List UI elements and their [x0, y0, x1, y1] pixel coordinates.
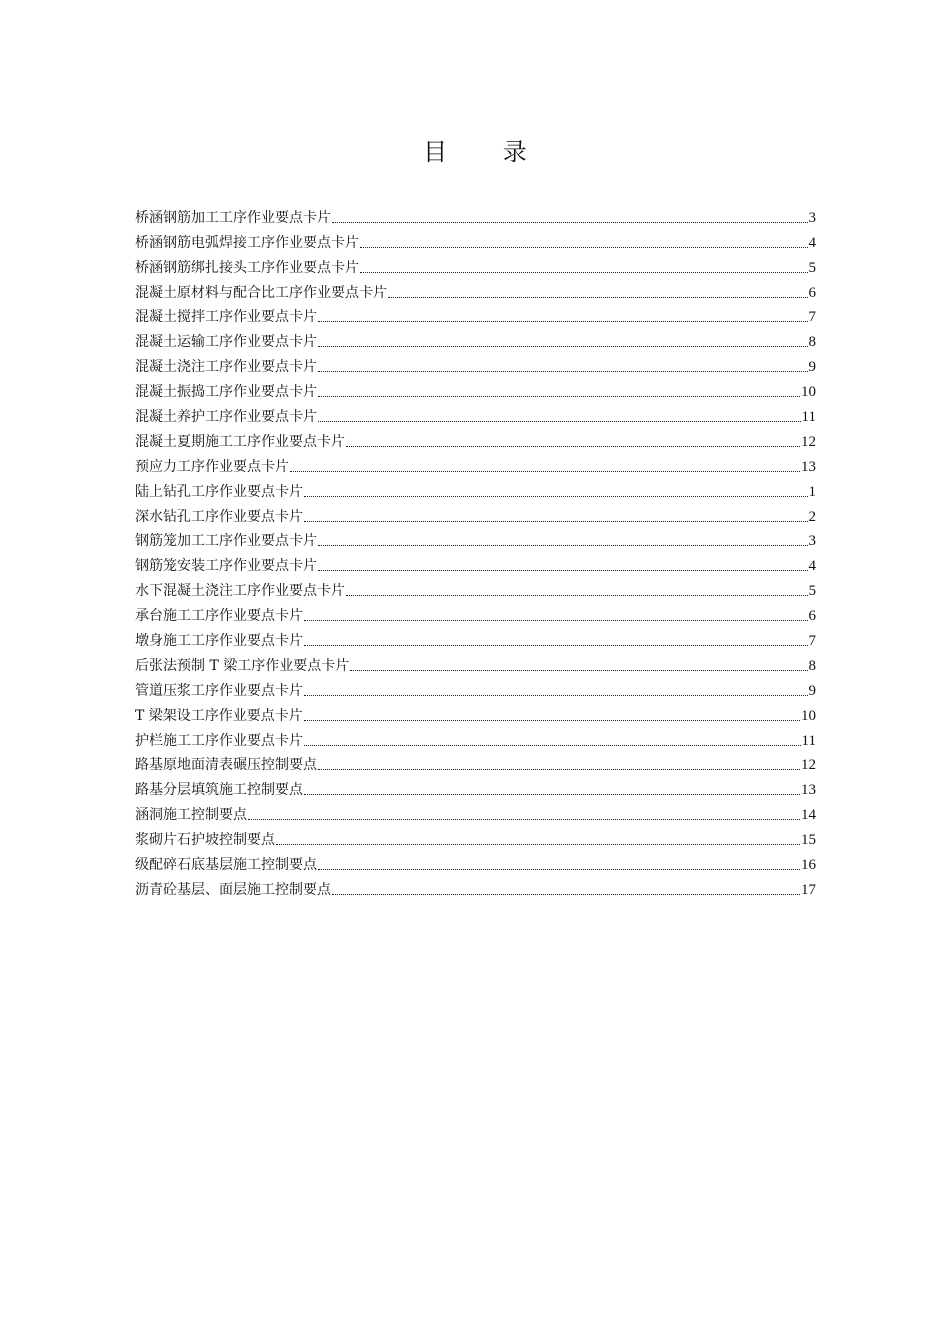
- toc-entry-title: 陆上钻孔工序作业要点卡片: [135, 483, 303, 500]
- toc-entry-page-number: 17: [801, 881, 816, 898]
- toc-entry[interactable]: [135, 725, 816, 750]
- toc-entry-page-number: 15: [801, 832, 816, 849]
- toc-dot-leader: [346, 595, 808, 596]
- toc-entry-title: 深水钻孔工序作业要点卡片: [135, 508, 303, 525]
- toc-entry-page-number: 12: [801, 757, 816, 774]
- toc-entry[interactable]: [135, 874, 816, 899]
- toc-entry[interactable]: [135, 600, 816, 625]
- toc-entry[interactable]: [135, 326, 816, 351]
- toc-entry-title: 墩身施工工序作业要点卡片: [135, 633, 303, 650]
- toc-entry[interactable]: [135, 750, 816, 775]
- toc-entry-title: 桥涵钢筋绑扎接头工序作业要点卡片: [135, 259, 359, 276]
- toc-entry-title: 混凝土振捣工序作业要点卡片: [135, 384, 317, 401]
- toc-entry-page-number: 6: [808, 608, 816, 625]
- toc-entry-page-number: 9: [808, 682, 816, 699]
- toc-dot-leader: [350, 670, 807, 671]
- toc-entry-page-number: 13: [801, 458, 816, 475]
- toc-entry-page-number: 5: [808, 583, 816, 600]
- toc-entry-title: 桥涵钢筋电弧焊接工序作业要点卡片: [135, 234, 359, 251]
- toc-dot-leader: [318, 769, 800, 770]
- toc-entry-title: 混凝土养护工序作业要点卡片: [135, 409, 317, 426]
- toc-dot-leader: [346, 446, 800, 447]
- toc-dot-leader: [304, 695, 808, 696]
- toc-entry-title: 浆砌片石护坡控制要点: [135, 832, 275, 849]
- toc-entry[interactable]: [135, 227, 816, 252]
- toc-entry-title: T 梁架设工序作业要点卡片: [135, 707, 303, 724]
- toc-entry[interactable]: [135, 774, 816, 799]
- toc-entry-title: 混凝土夏期施工工序作业要点卡片: [135, 433, 345, 450]
- toc-entry-title: 桥涵钢筋加工工序作业要点卡片: [135, 209, 331, 226]
- toc-entry-page-number: 10: [801, 707, 816, 724]
- toc-entry[interactable]: [135, 401, 816, 426]
- toc-dot-leader: [332, 894, 800, 895]
- toc-entry-page-number: 8: [808, 657, 816, 674]
- toc-list: [135, 202, 816, 899]
- toc-entry-page-number: 9: [808, 359, 816, 376]
- toc-dot-leader: [248, 819, 800, 820]
- toc-entry[interactable]: [135, 799, 816, 824]
- toc-entry[interactable]: [135, 202, 816, 227]
- toc-entry-page-number: 7: [808, 633, 816, 650]
- toc-dot-leader: [318, 545, 808, 546]
- toc-entry[interactable]: [135, 526, 816, 551]
- toc-entry-title: 混凝土搅拌工序作业要点卡片: [135, 309, 317, 326]
- toc-entry[interactable]: [135, 451, 816, 476]
- toc-entry[interactable]: [135, 501, 816, 526]
- toc-entry[interactable]: [135, 476, 816, 501]
- toc-entry-title: 混凝土原材料与配合比工序作业要点卡片: [135, 284, 387, 301]
- toc-entry-page-number: 8: [808, 334, 816, 351]
- toc-entry[interactable]: [135, 575, 816, 600]
- toc-entry-page-number: 16: [801, 857, 816, 874]
- toc-entry[interactable]: [135, 351, 816, 376]
- toc-dot-leader: [318, 321, 808, 322]
- toc-dot-leader: [318, 371, 808, 372]
- toc-entry-page-number: 10: [801, 384, 816, 401]
- toc-dot-leader: [318, 570, 808, 571]
- toc-entry-title: 级配碎石底基层施工控制要点: [135, 857, 317, 874]
- toc-entry[interactable]: [135, 849, 816, 874]
- toc-entry-title: 路基原地面清表碾压控制要点: [135, 757, 317, 774]
- toc-entry-page-number: 6: [808, 284, 816, 301]
- toc-entry-title: 钢筋笼加工工序作业要点卡片: [135, 533, 317, 550]
- toc-dot-leader: [304, 794, 800, 795]
- toc-entry-page-number: 2: [808, 508, 816, 525]
- toc-dot-leader: [290, 471, 800, 472]
- toc-entry-title: 混凝土运输工序作业要点卡片: [135, 334, 317, 351]
- toc-dot-leader: [304, 720, 800, 721]
- toc-dot-leader: [304, 745, 801, 746]
- toc-entry-title: 路基分层填筑施工控制要点: [135, 782, 303, 799]
- toc-entry-title: 沥青砼基层、面层施工控制要点: [135, 881, 331, 898]
- toc-entry-title: 后张法预制 T 梁工序作业要点卡片: [135, 657, 350, 674]
- toc-dot-leader: [332, 222, 808, 223]
- toc-entry-title: 预应力工序作业要点卡片: [135, 458, 289, 475]
- toc-entry-page-number: 4: [808, 234, 816, 251]
- toc-entry[interactable]: [135, 302, 816, 327]
- toc-entry-page-number: 13: [801, 782, 816, 799]
- toc-entry-page-number: 3: [808, 209, 816, 226]
- toc-entry-page-number: 4: [808, 558, 816, 575]
- toc-dot-leader: [304, 521, 808, 522]
- toc-dot-leader: [388, 297, 808, 298]
- toc-entry-page-number: 3: [808, 533, 816, 550]
- toc-entry[interactable]: [135, 824, 816, 849]
- toc-entry-title: 钢筋笼安装工序作业要点卡片: [135, 558, 317, 575]
- toc-entry[interactable]: [135, 650, 816, 675]
- toc-dot-leader: [360, 247, 808, 248]
- toc-entry-page-number: 1: [808, 483, 816, 500]
- toc-entry[interactable]: [135, 252, 816, 277]
- toc-entry-title: 承台施工工序作业要点卡片: [135, 608, 303, 625]
- toc-dot-leader: [304, 645, 808, 646]
- toc-entry[interactable]: [135, 700, 816, 725]
- toc-title: 目 录: [423, 138, 551, 166]
- toc-entry-title: 涵洞施工控制要点: [135, 807, 247, 824]
- toc-entry-page-number: 12: [801, 433, 816, 450]
- toc-entry-page-number: 11: [801, 409, 816, 426]
- toc-dot-leader: [304, 496, 808, 497]
- toc-entry[interactable]: [135, 675, 816, 700]
- toc-entry-page-number: 14: [801, 807, 816, 824]
- toc-dot-leader: [360, 272, 808, 273]
- toc-entry-title: 混凝土浇注工序作业要点卡片: [135, 359, 317, 376]
- toc-entry-title: 护栏施工工序作业要点卡片: [135, 732, 303, 749]
- toc-dot-leader: [318, 396, 800, 397]
- toc-entry-title: 管道压浆工序作业要点卡片: [135, 682, 303, 699]
- toc-entry[interactable]: [135, 625, 816, 650]
- toc-entry-page-number: 7: [808, 309, 816, 326]
- toc-entry-page-number: 5: [808, 259, 816, 276]
- toc-dot-leader: [318, 869, 800, 870]
- toc-entry[interactable]: [135, 426, 816, 451]
- toc-entry-title: 水下混凝土浇注工序作业要点卡片: [135, 583, 345, 600]
- toc-dot-leader: [318, 346, 808, 347]
- toc-dot-leader: [318, 421, 801, 422]
- toc-dot-leader: [276, 844, 800, 845]
- toc-entry-page-number: 11: [801, 732, 816, 749]
- toc-entry[interactable]: [135, 550, 816, 575]
- toc-entry[interactable]: [135, 376, 816, 401]
- toc-entry[interactable]: [135, 277, 816, 302]
- toc-dot-leader: [304, 620, 808, 621]
